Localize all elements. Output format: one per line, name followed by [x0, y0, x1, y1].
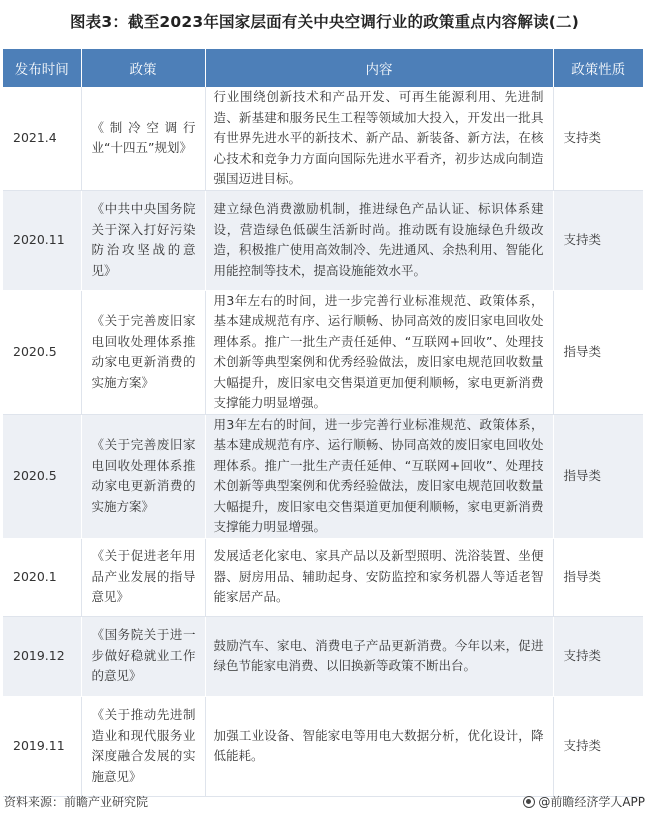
cell-nature: 支持类 [553, 87, 643, 190]
header-date: 发布时间 [3, 49, 81, 87]
cell-policy: 《制冷空调行业“十四五”规划》 [81, 87, 205, 190]
source-note: 资料来源：前瞻产业研究院 [4, 795, 149, 809]
cell-date: 2019.12 [3, 616, 81, 696]
table-row [3, 190, 643, 290]
cell-content: 鼓励汽车、家电、消费电子产品更新消费。今年以来，促进绿色节能家电消费、以旧换新等政策不断出台。 [205, 616, 553, 696]
table-row [3, 616, 643, 696]
cell-date: 2020.11 [3, 190, 81, 290]
cell-content: 建立绿色消费激励机制，推进绿色产品认证、标识体系建设，营造绿色低碳生活新时尚。推动既有设施绿色升级改造，积极推广使用高效制冷、先进通风、余热利用、智能化用能控制等技术，提高设施能效水平。 [205, 190, 553, 290]
cell-policy: 《关于完善废旧家电回收处理体系推动家电更新消费的实施方案》 [81, 290, 205, 414]
cell-policy: 《关于促进老年用品产业发展的指导意见》 [81, 538, 205, 616]
cell-content: 加强工业设备、智能家电等用电大数据分析，优化设计，降低能耗。 [205, 696, 553, 796]
cell-date: 2020.1 [3, 538, 81, 616]
cell-nature: 指导类 [553, 538, 643, 616]
cell-policy: 《关于完善废旧家电回收处理体系推动家电更新消费的实施方案》 [81, 414, 205, 538]
table-row [3, 414, 643, 538]
table-row [3, 87, 643, 190]
cell-date: 2020.5 [3, 414, 81, 538]
header-content: 内容 [205, 49, 553, 87]
cell-date: 2021.4 [3, 87, 81, 190]
cell-policy: 《中共中央国务院关于深入打好污染防治攻坚战的意见》 [81, 190, 205, 290]
table-row [3, 290, 643, 414]
cell-policy: 《国务院关于进一步做好稳就业工作的意见》 [81, 616, 205, 696]
header-nature: 政策性质 [553, 49, 643, 87]
cell-content: 行业围绕创新技术和产品开发、可再生能源利用、先进制造、新基建和服务民生工程等领域加大投入，开发出一批具有世界先进水平的新技术、新产品、新装备、新方法，在核心技术和竞争力方面向国际先进水平看齐，初步达成向制造强国迈进目标。 [205, 87, 553, 190]
cell-nature: 支持类 [553, 190, 643, 290]
cell-date: 2019.11 [3, 696, 81, 796]
brand-credit [523, 793, 645, 810]
cell-content: 发展适老化家电、家具产品以及新型照明、洗浴装置、坐便器、厨房用品、辅助起身、安防监控和家务机器人等适老智能家居产品。 [205, 538, 553, 616]
brand-label: @前瞻经济学人APP [538, 795, 645, 809]
cell-nature: 支持类 [553, 616, 643, 696]
table-row [3, 538, 643, 616]
brand-logo-icon [523, 796, 535, 808]
cell-policy: 《关于推动先进制造业和现代服务业深度融合发展的实施意见》 [81, 696, 205, 796]
policy-table [3, 49, 643, 797]
cell-nature: 支持类 [553, 696, 643, 796]
cell-date: 2020.5 [3, 290, 81, 414]
table-row [3, 696, 643, 796]
cell-nature: 指导类 [553, 290, 643, 414]
header-policy: 政策 [81, 49, 205, 87]
cell-content: 用3年左右的时间，进一步完善行业标准规范、政策体系，基本建成规范有序、运行顺畅、协同高效的废旧家电回收处理体系。推广一批生产责任延伸、“互联网+回收”、处理技术创新等典型案例和优秀经验做法，废旧家电规范回收数量大幅提升，废旧家电交售渠道更加便利顺畅，家电更新消费支撑能力明显增强。 [205, 290, 553, 414]
cell-nature: 指导类 [553, 414, 643, 538]
cell-content: 用3年左右的时间，进一步完善行业标准规范、政策体系，基本建成规范有序、运行顺畅、协同高效的废旧家电回收处理体系。推广一批生产责任延伸、“互联网+回收”、处理技术创新等典型案例和优秀经验做法，废旧家电规范回收数量大幅提升，废旧家电交售渠道更加便利顺畅，家电更新消费支撑能力明显增强。 [205, 414, 553, 538]
table-header-row [3, 49, 643, 87]
chart-title: 图表3：截至2023年国家层面有关中央空调行业的政策重点内容解读(二) [69, 13, 580, 31]
